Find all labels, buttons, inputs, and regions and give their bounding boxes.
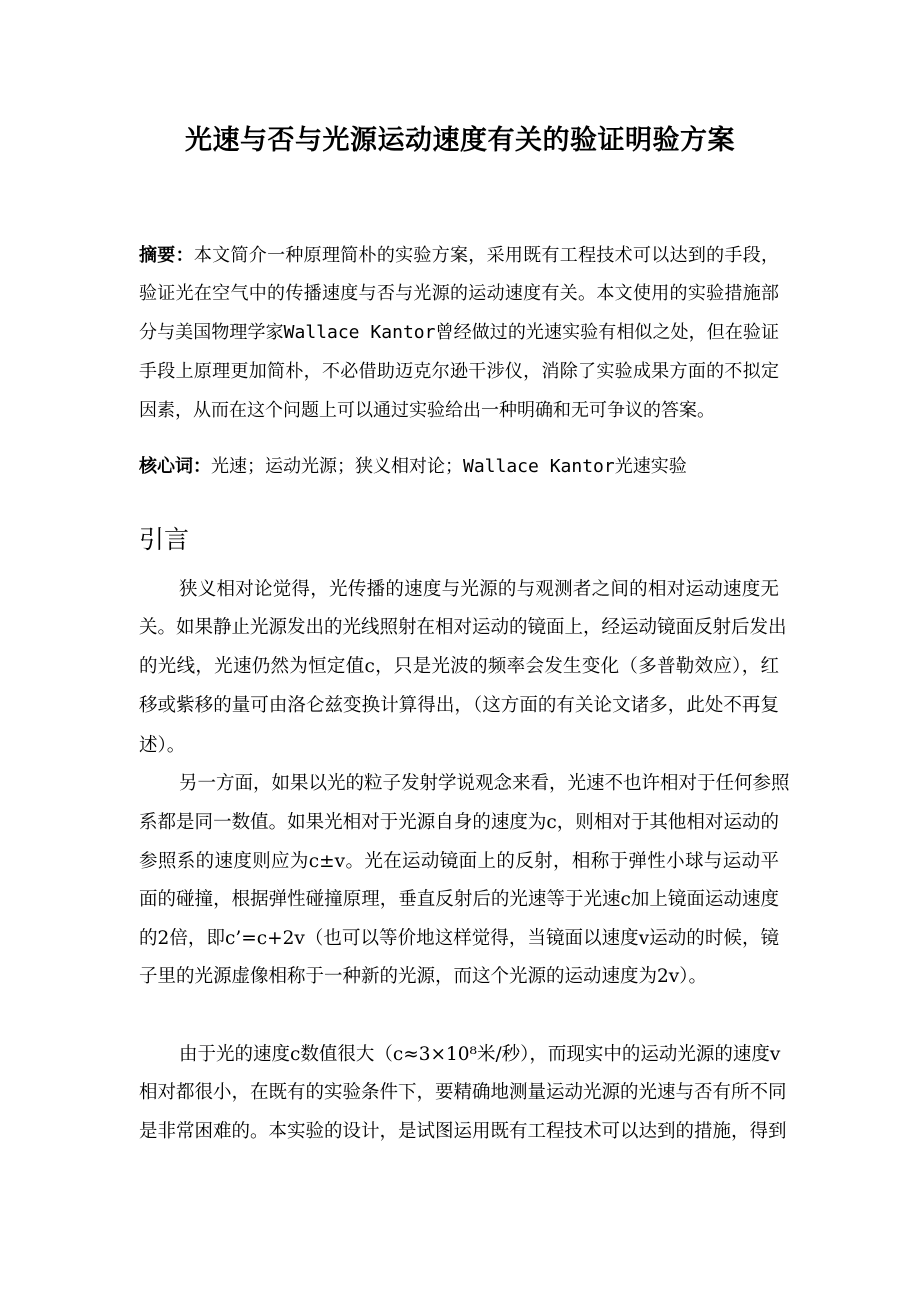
paragraph-line: 另一方面，如果以光的粒子发射学说观念来看，光速不也许相对于任何参照 bbox=[179, 773, 790, 794]
paragraph-line: 子里的光源虚像相称于一种新的光源，而这个光源的运动速度为2v）。 bbox=[139, 966, 707, 987]
keywords-text: 光速；运动光源；狭义相对论；Wallace Kantor光速实验 bbox=[211, 456, 687, 477]
abstract-line bbox=[139, 243, 779, 269]
abstract-text: 因素，从而在这个问题上可以通过实验给出一种明确和无可争议的答案。 bbox=[139, 400, 715, 421]
paragraph-line: 的2倍，即c’=c+2v（也可以等价地这样觉得，当镜面以速度v运动的时候，镜 bbox=[139, 928, 779, 949]
paragraph-line: 关。如果静止光源发出的光线照射在相对运动的镜面上，经运动镜面反射后发出 bbox=[139, 617, 787, 638]
paragraph-line: 相对都很小，在既有的实验条件下，要精确地测量运动光源的光速与否有所不同 bbox=[139, 1082, 787, 1103]
abstract-text: 验证光在空气中的传播速度与否与光源的运动速度有关。本文使用的实验措施部 bbox=[139, 283, 779, 304]
abstract-label: 摘要： bbox=[139, 245, 194, 266]
paragraph-line: 面的碰撞，根据弹性碰撞原理，垂直反射后的光速等于光速c加上镜面运动速度 bbox=[139, 889, 779, 910]
paragraph-line: 是非常困难的。本实验的设计，是试图运用既有工程技术可以达到的措施，得到 bbox=[139, 1121, 787, 1142]
section-heading: 引言 bbox=[139, 525, 190, 554]
document-title: 光速与否与光源运动速度有关的验证明验方案 bbox=[185, 125, 735, 156]
keywords-line bbox=[139, 454, 779, 480]
paragraph-line: 述）。 bbox=[139, 735, 186, 756]
abstract-text: 手段上原理更加简朴，不必借助迈克尔逊干涉仪，消除了实验成果方面的不拟定 bbox=[139, 361, 779, 382]
abstract-line bbox=[139, 281, 779, 307]
abstract-text: 本文简介一种原理简朴的实验方案，采用既有工程技术可以达到的手段， bbox=[193, 245, 780, 266]
paragraph-line: 狭义相对论觉得，光传播的速度与光源的与观测者之间的相对运动速度无 bbox=[179, 579, 779, 600]
paragraph-line: 参照系的速度则应为c±v。光在运动镜面上的反射，相称于弹性小球与运动平 bbox=[139, 851, 779, 872]
paragraph-line: 系都是同一数值。如果光相对于光源自身的速度为c，则相对于其他相对运动的 bbox=[139, 812, 779, 833]
paragraph-line: 移或紫移的量可由洛仑兹变换计算得出，（这方面的有关论文诸多，此处不再复 bbox=[139, 695, 779, 716]
paragraph-line: 的光线，光速仍然为恒定值c，只是光波的频率会发生变化（多普勒效应），红 bbox=[139, 656, 779, 677]
abstract-line bbox=[139, 359, 779, 385]
paragraph-line: 由于光的速度c数值很大（c≈3×10⁸米/秒），而现实中的运动光源的速度v bbox=[179, 1044, 781, 1065]
abstract-text: 分与美国物理学家Wallace Kantor曾经做过的光速实验有相似之处，但在验证 bbox=[139, 322, 779, 343]
keywords-label: 核心词： bbox=[139, 456, 211, 477]
abstract-line bbox=[139, 320, 779, 346]
abstract-line bbox=[139, 398, 779, 424]
